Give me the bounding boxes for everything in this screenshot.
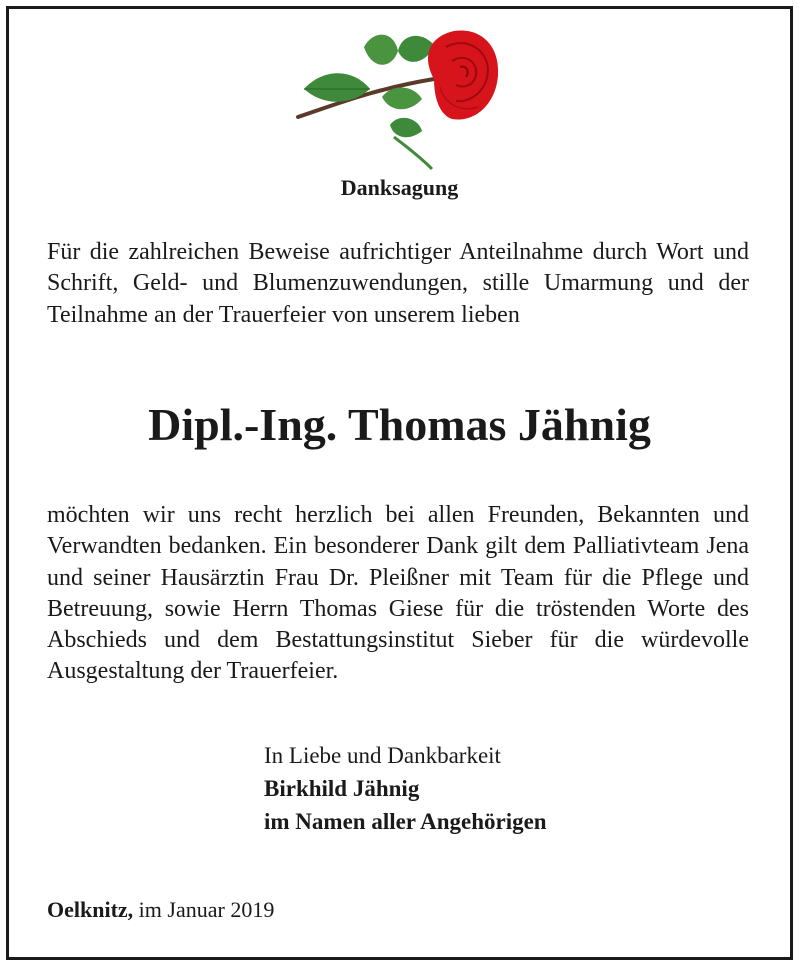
signature-name: Birkhild Jähnig	[264, 776, 420, 801]
deceased-name: Dipl.-Ing. Thomas Jähnig	[148, 399, 651, 450]
intro-paragraph: Für die zahlreichen Beweise aufrichtiger Anteilnahme durch Wort und Schrift, Geld- und Blumenzuwendungen, stille Umarmung und der Teilnahme an der Trauerfeier von unserem lieben	[47, 239, 749, 328]
signature-family: im Namen aller Angehörigen	[264, 809, 547, 834]
footer-place: Oelknitz,	[47, 897, 134, 922]
notice-heading: Danksagung	[340, 175, 459, 200]
rose-icon	[294, 27, 504, 172]
footer-place-date	[47, 897, 274, 923]
body-paragraph: möchten wir uns recht herzlich bei allen Freunden, Bekannten und Verwandten bedanken. Ein besonderer Dank gilt dem Palliativteam Jena und seiner Hausärztin Frau Dr. Pleißner mit Team für die Pflege und Betreuung, sowie Herrn Thomas Giese für die tröstenden Worte des Abschieds und dem Bestattungsinstitut Sieber für die würdevolle Ausgestaltung der Trauerfeier.	[47, 502, 749, 685]
signature-closing: In Liebe und Dankbarkeit	[264, 743, 501, 768]
signature-block	[264, 739, 547, 838]
footer-date: im Januar 2019	[138, 897, 275, 922]
notice-frame	[6, 6, 793, 960]
